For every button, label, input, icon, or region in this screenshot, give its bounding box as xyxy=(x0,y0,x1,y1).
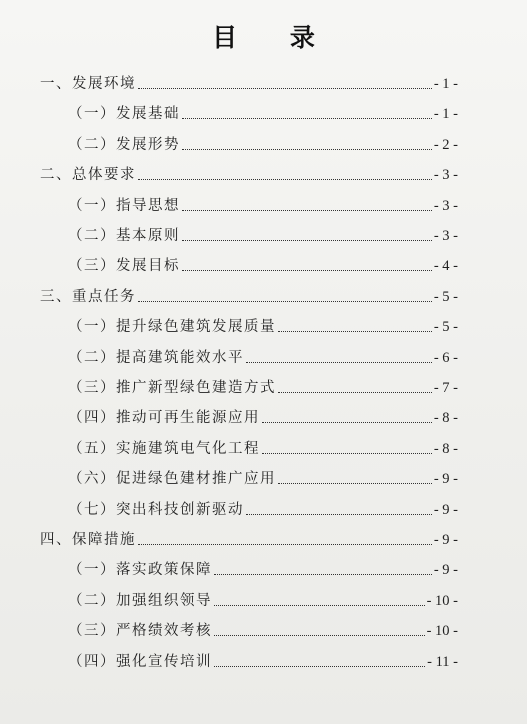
toc-page-number: - 1 - xyxy=(433,106,458,123)
toc-subsection-entry[interactable] xyxy=(68,465,458,489)
toc-page-number: - 7 - xyxy=(433,380,458,396)
toc-subsection-entry[interactable] xyxy=(68,435,458,459)
toc-entry-label: （四）推动可再生能源应用 xyxy=(68,410,260,427)
toc-page-number: - 5 - xyxy=(433,319,458,336)
dot-leader xyxy=(278,331,432,332)
toc-page-number: - 3 - xyxy=(433,197,458,214)
toc-entry-label: （一）发展基础 xyxy=(68,106,180,123)
dot-leader xyxy=(278,392,432,393)
dot-leader xyxy=(262,422,432,423)
page-title: 目 录 xyxy=(212,23,337,52)
dot-leader xyxy=(138,88,432,89)
toc-subsection-entry[interactable] xyxy=(68,587,458,611)
toc-subsection-entry[interactable] xyxy=(68,252,458,276)
toc-page-number: - 9 - xyxy=(433,471,458,488)
toc-subsection-entry[interactable] xyxy=(68,374,458,398)
dot-leader xyxy=(278,483,432,484)
toc-page-number: - 10 - xyxy=(426,592,458,609)
toc-entry-label: （二）基本原则 xyxy=(68,228,180,244)
dot-leader xyxy=(214,605,425,606)
toc-page-number: - 6 - xyxy=(433,349,458,366)
dot-leader xyxy=(214,666,425,667)
toc-page-number: - 10 - xyxy=(426,623,458,640)
toc-entry-label: （一）提升绿色建筑发展质量 xyxy=(68,319,276,336)
toc-page-number: - 11 - xyxy=(427,653,458,670)
dot-leader xyxy=(182,240,432,241)
dot-leader xyxy=(138,301,432,302)
dot-leader xyxy=(138,544,432,545)
toc-entry-label: （五）实施建筑电气化工程 xyxy=(68,440,260,457)
toc-entry-label: 三、重点任务 xyxy=(40,288,136,305)
toc-subsection-entry[interactable] xyxy=(68,556,458,580)
toc-subsection-entry[interactable] xyxy=(68,344,458,368)
toc-entry-label: 二、总体要求 xyxy=(40,167,136,184)
toc-section-entry[interactable] xyxy=(40,161,458,185)
toc-section-entry[interactable] xyxy=(40,526,458,550)
dot-leader xyxy=(214,574,432,575)
dot-leader xyxy=(182,118,432,119)
toc-entry-label: 四、保障措施 xyxy=(40,532,136,548)
toc-page-number: - 2 - xyxy=(433,136,458,153)
toc-page-number: - 9 - xyxy=(433,532,458,548)
dot-leader xyxy=(182,270,432,271)
toc-entry-label: （一）指导思想 xyxy=(68,197,180,214)
toc-entry-label: （一）落实政策保障 xyxy=(68,562,212,579)
toc-subsection-entry[interactable] xyxy=(68,222,458,246)
toc-page-number: - 5 - xyxy=(433,288,458,305)
toc-subsection-entry[interactable] xyxy=(68,617,458,641)
toc-entry-label: （四）强化宣传培训 xyxy=(68,653,212,670)
toc-entry-label: （二）发展形势 xyxy=(68,136,180,153)
dot-leader xyxy=(214,635,425,636)
toc-page-number: - 3 - xyxy=(433,167,458,184)
toc-entry-label: （二）提高建筑能效水平 xyxy=(68,349,244,366)
toc-subsection-entry[interactable] xyxy=(68,313,458,337)
dot-leader xyxy=(138,179,432,180)
toc-subsection-entry[interactable] xyxy=(68,100,458,124)
toc-page-number: - 9 - xyxy=(433,501,458,518)
dot-leader xyxy=(246,514,432,515)
toc-entry-label: （三）推广新型绿色建造方式 xyxy=(68,380,276,396)
toc-subsection-entry[interactable] xyxy=(68,496,458,520)
toc-section-entry[interactable] xyxy=(40,283,458,307)
toc-entry-label: （三）严格绩效考核 xyxy=(68,623,212,640)
toc-subsection-entry[interactable] xyxy=(68,404,458,428)
toc-entry-label: （二）加强组织领导 xyxy=(68,592,212,609)
toc-page-number: - 9 - xyxy=(433,562,458,579)
toc-entry-label: （七）突出科技创新驱动 xyxy=(68,501,244,518)
toc-entry-label: 一、发展环境 xyxy=(40,76,136,92)
toc-page-number: - 8 - xyxy=(433,410,458,427)
toc-entry-label: （三）发展目标 xyxy=(68,258,180,275)
toc-subsection-entry[interactable] xyxy=(68,648,458,672)
dot-leader xyxy=(246,362,432,363)
toc-entry-label: （六）促进绿色建材推广应用 xyxy=(68,471,276,488)
toc-page-number: - 4 - xyxy=(433,258,458,275)
toc-page-number: - 1 - xyxy=(433,76,458,92)
dot-leader xyxy=(262,453,432,454)
toc-section-entry[interactable] xyxy=(40,70,458,94)
toc-subsection-entry[interactable] xyxy=(68,192,458,216)
toc-subsection-entry[interactable] xyxy=(68,131,458,155)
toc-page-number: - 8 - xyxy=(433,440,458,457)
dot-leader xyxy=(182,210,432,211)
dot-leader xyxy=(182,149,432,150)
toc-page-number: - 3 - xyxy=(433,228,458,244)
